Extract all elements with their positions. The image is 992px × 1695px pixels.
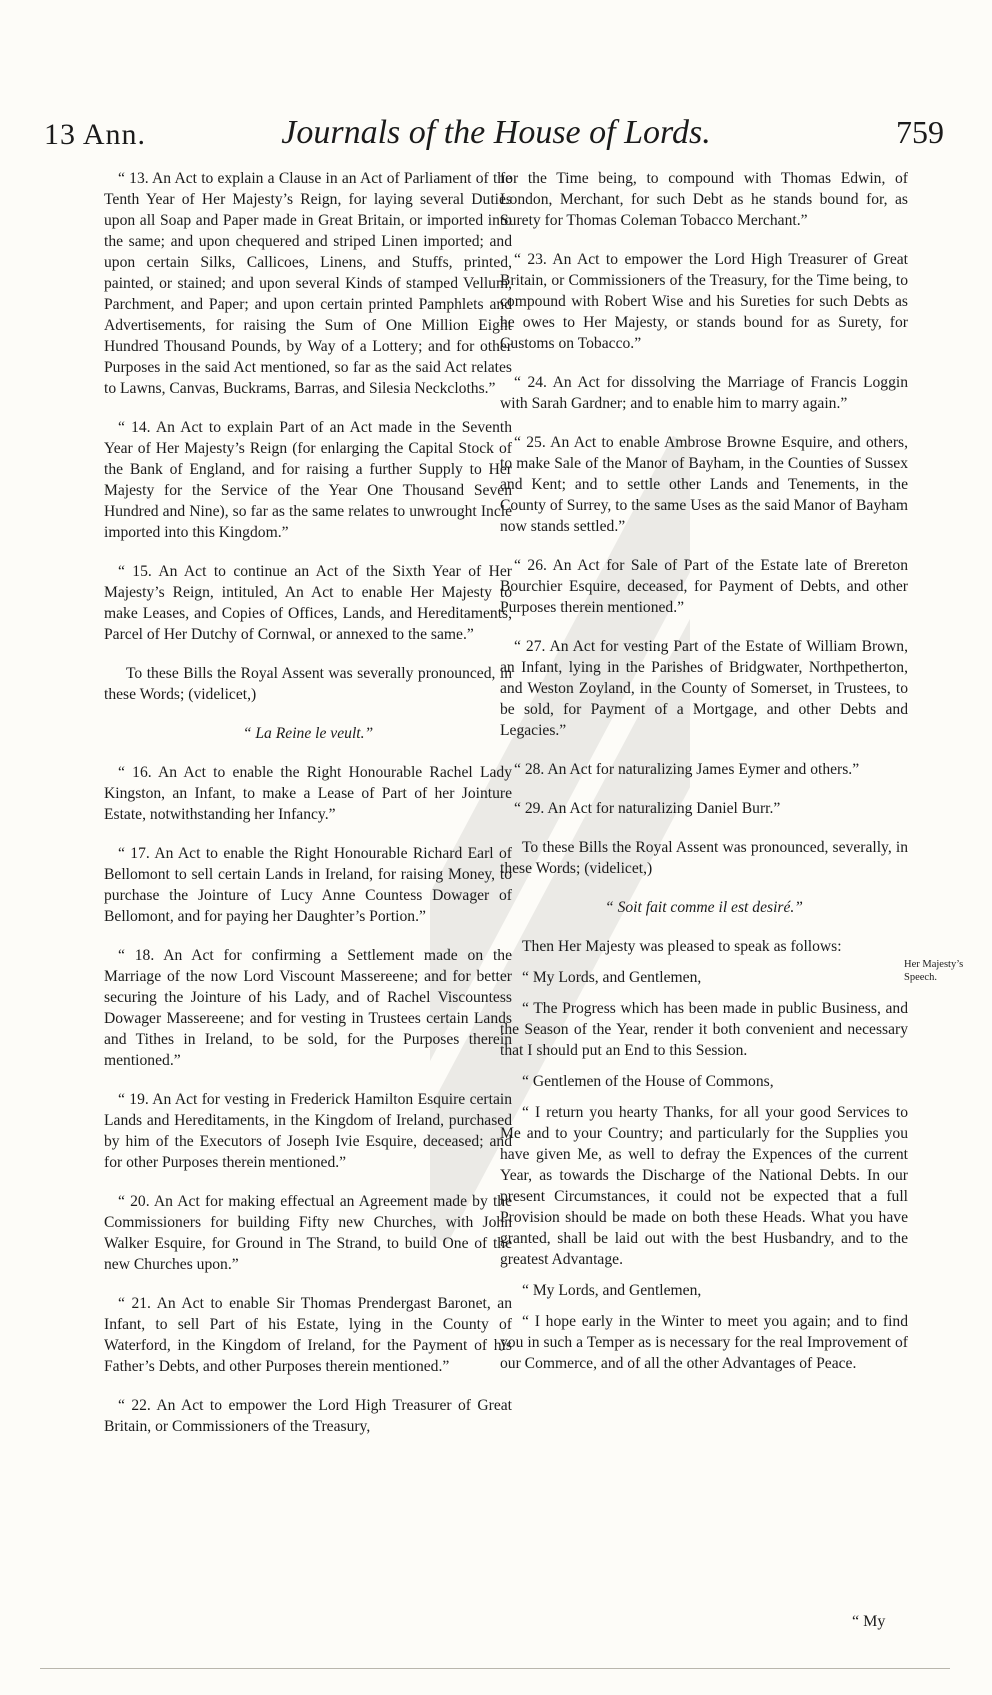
bottom-rule: [40, 1668, 950, 1669]
act-16: “ 16. An Act to enable the Right Honourable Rachel Lady Kingston, an Infant, to make a Lease of Part of her Jointure Estate, notwithstanding her Infancy.”: [104, 764, 512, 823]
assent-formula: “ Soit fait comme il est desiré.”: [605, 899, 803, 916]
page-header: [0, 100, 992, 160]
act-19: “ 19. An Act for vesting in Frederick Hamilton Esquire certain Lands and Hereditaments, in the Kingdom of Ireland, purchased by him of the Executors of Joseph Ivie Esquire, deceased; and for other Purposes therein mentioned.”: [104, 1091, 512, 1171]
act-22: “ 22. An Act to empower the Lord High Treasurer of Great Britain, or Commissioners of the Treasury,: [104, 1397, 512, 1435]
royal-assent-statement: To these Bills the Royal Assent was severally pronounced, in these Words; (videlicet,): [104, 665, 512, 703]
speech-salutation: “ My Lords, and Gentlemen,: [522, 1282, 702, 1299]
speech-paragraph: “ I hope early in the Winter to meet you again; and to find you in such a Temper as is necessary for the real Improvement of our Commerce, and of all the other Advantages of Peace.: [500, 1313, 908, 1372]
speech-introduction: Then Her Majesty was pleased to speak as follows:: [522, 938, 842, 955]
left-column: [104, 168, 512, 1455]
act-26: “ 26. An Act for Sale of Part of the Estate late of Brereton Bourchier Esquire, deceased, for Payment of Debts, and other Purposes therein mentioned.”: [500, 557, 908, 616]
act-27: “ 27. An Act for vesting Part of the Estate of William Brown, an Infant, lying in the Parishes of Bridgwater, Northpetherton, and Weston Zoyland, in the County of Somerset, in Trustees, to be sold, for Payment of a Mortgage, and other Debts and Legacies.”: [500, 638, 908, 739]
act-13: “ 13. An Act to explain a Clause in an Act of Parliament of the Tenth Year of Her Majesty’s Reign, for laying several Duties upon all Soap and Paper made in Great Britain, or imported into the same; and upon chequered and striped Linen imported; and upon certain Silks, Callicoes, Linens, and Stuffs, printed, painted, or stained; and upon several Kinds of stamped Vellum, Parchment, and Paper; and upon certain printed Pamphlets and Advertisements, for raising the Sum of One Million Eight Hundred Thousand Pounds, by Way of a Lottery; and for other Purposes in the said Act mentioned, so far as the said Act relates to Lawns, Canvas, Buckrams, Barras, and Silesia Neckcloths.”: [104, 170, 512, 397]
speech-salutation: “ My Lords, and Gentlemen,: [522, 969, 702, 986]
act-29: “ 29. An Act for naturalizing Daniel Burr.”: [514, 800, 781, 817]
act-25: “ 25. An Act to enable Ambrose Browne Esquire, and others, to make Sale of the Manor of Bayham, in the Counties of Sussex and Kent; and to settle other Lands and Tenements, in the County of Surrey, to the same Uses as the said Manor of Bayham now stands settled.”: [500, 434, 908, 535]
speech-paragraph: “ I return you hearty Thanks, for all your good Services to Me and to your Country; and particularly for the Supplies you have given Me, as well to defray the Expences of the current Year, as towards the Discharge of the National Debts. In our present Circumstances, it could not be expected that a full Provision should be made on both these Heads. What you have granted, shall be laid out with the best Husbandry, and to the greatest Advantage.: [500, 1104, 908, 1268]
royal-assent-statement: To these Bills the Royal Assent was pronounced, severally, in these Words; (videlicet,): [500, 839, 908, 877]
act-18: “ 18. An Act for confirming a Settlement made on the Marriage of the now Lord Viscount Massereene; and for better securing the Jointure of his Lady, and of Rachel Viscountess Dowager Massereene; and for vesting in Trustees certain Lands and Tithes in Ireland, to be sold, for the Purposes therein mentioned.”: [104, 947, 512, 1069]
act-14: “ 14. An Act to explain Part of an Act made in the Seventh Year of Her Majesty’s Reign (for enlarging the Capital Stock of the Bank of England, and for raising a further Supply to Her Majesty for the Service of the Year One Thousand Seven Hundred and Nine), so far as the same relates to unwrought Incle imported into this Kingdom.”: [104, 419, 512, 541]
act-23: “ 23. An Act to empower the Lord High Treasurer of Great Britain, or Commissioners of the Treasury, for the Time being, to compound with Robert Wise and his Sureties for such Debts as he owes to Her Majesty, or stands bound for as Surety, for Customs on Tobacco.”: [500, 251, 908, 352]
running-title: Journals of the House of Lords.: [281, 114, 711, 151]
margin-note: Her Majesty’s Speech.: [904, 959, 964, 983]
act-28: “ 28. An Act for naturalizing James Eymer and others.”: [514, 761, 860, 778]
act-20: “ 20. An Act for making effectual an Agreement made by the Commissioners for building Fifty new Churches, with John Walker Esquire, for Ground in The Strand, to build One of the new Churches upon.”: [104, 1193, 512, 1273]
act-17: “ 17. An Act to enable the Right Honourable Richard Earl of Bellomont to sell certain Lands in Ireland, for raising Money, to purchase the Jointure of Lucy Anne Countess Dowager of Bellomont, and for paying her Daughter’s Portion.”: [104, 845, 512, 925]
act-22-continued: for the Time being, to compound with Thomas Edwin, of London, Merchant, for such Debt as he stands bound for, as Surety for Thomas Coleman Tobacco Merchant.”: [500, 170, 908, 229]
regnal-year: 13 Ann.: [44, 118, 147, 151]
act-24: “ 24. An Act for dissolving the Marriage of Francis Loggin with Sarah Gardner; and to enable him to marry again.”: [500, 374, 908, 412]
act-21: “ 21. An Act to enable Sir Thomas Prendergast Baronet, an Infant, to sell Part of his Estate, lying in the County of Waterford, in the Kingdom of Ireland, for the Payment of his Father’s Debts, and other Purposes therein mentioned.”: [104, 1295, 512, 1375]
act-15: “ 15. An Act to continue an Act of the Sixth Year of Her Majesty’s Reign, intituled, An Act to enable Her Majesty to make Leases, and Copies of Offices, Lands, and Hereditaments, Parcel of Her Dutchy of Cornwal, or annexed to the same.”: [104, 563, 512, 643]
speech-salutation: “ Gentlemen of the House of Commons,: [522, 1073, 774, 1090]
catchword: “ My: [852, 1613, 886, 1630]
speech-paragraph: “ The Progress which has been made in public Business, and the Season of the Year, render it both convenient and necessary that I should put an End to this Session.: [500, 1000, 908, 1059]
right-column: [500, 168, 908, 1384]
page-number: 759: [896, 114, 944, 150]
assent-formula: “ La Reine le veult.”: [242, 725, 374, 742]
